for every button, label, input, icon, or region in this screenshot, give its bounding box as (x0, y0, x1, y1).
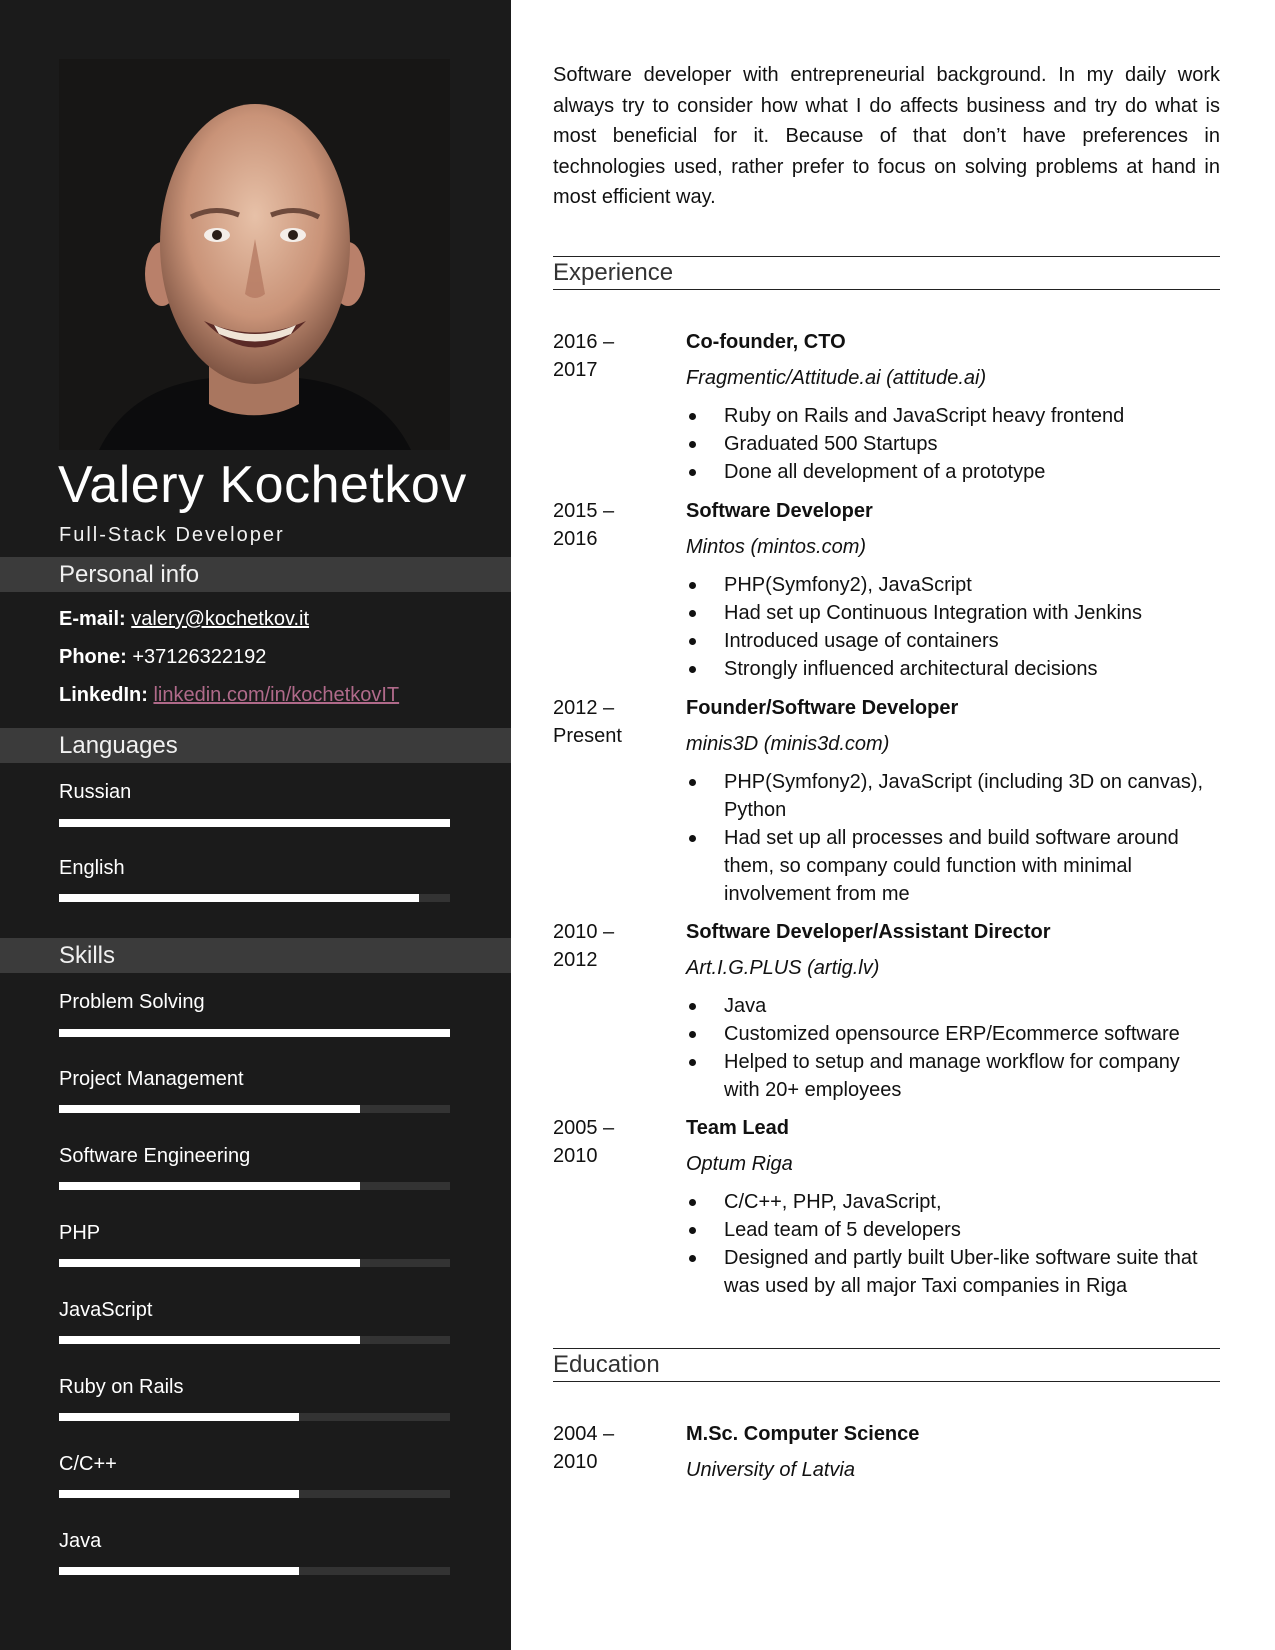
bullet-item: Graduated 500 Startups (686, 430, 1220, 458)
linkedin-line (59, 684, 399, 707)
experience-organization: Fragmentic/Attitude.ai (attitude.ai) (686, 367, 987, 389)
experience-organization: Art.I.G.PLUS (artig.lv) (686, 957, 880, 979)
skill-meter (59, 1029, 450, 1037)
experience-organization: Mintos (mintos.com) (686, 536, 867, 558)
skill-label: Java (59, 1530, 102, 1552)
education-degree: M.Sc. Computer Science (686, 1423, 920, 1445)
skill-meter-fill (59, 1567, 299, 1575)
experience-bullets (686, 992, 1220, 1104)
language-meter (59, 894, 450, 902)
skill-meter (59, 1336, 450, 1344)
bullet-item: Lead team of 5 developers (686, 1216, 1220, 1244)
bullet-item: Had set up Continuous Integration with Jenkins (686, 599, 1220, 627)
bullet-item: PHP(Symfony2), JavaScript (686, 571, 1220, 599)
phone-value: +37126322192 (132, 646, 267, 668)
skill-meter-fill (59, 1259, 360, 1267)
bullet-item: PHP(Symfony2), JavaScript (including 3D on canvas), Python (686, 768, 1220, 824)
bullet-item: Done all development of a prototype (686, 458, 1220, 486)
skill-label: Project Management (59, 1068, 244, 1090)
candidate-name: Valery Kochetkov (58, 456, 467, 514)
skill-meter (59, 1567, 450, 1575)
skills-heading: Skills (0, 938, 511, 973)
profile-summary: Software developer with entrepreneurial background. In my daily work always try to consider how what I do affects business and try do what is most beneficial for it. Because of that don’t have preferences in technologies used, rather prefer to focus on solving problems at hand in most efficient way. (553, 64, 1220, 208)
experience-role: Founder/Software Developer (686, 697, 959, 719)
experience-organization: Optum Riga (686, 1153, 793, 1175)
skill-meter-fill (59, 1105, 360, 1113)
skill-meter (59, 1413, 450, 1421)
bullet-item: Had set up all processes and build software around them, so company could function with minimal involvement from me (686, 824, 1220, 908)
languages-heading: Languages (0, 728, 511, 763)
language-label: English (59, 857, 125, 879)
experience-role: Software Developer/Assistant Director (686, 921, 1051, 943)
bullet-item: Helped to setup and manage workflow for company with 20+ employees (686, 1048, 1220, 1104)
bullet-item: Strongly influenced architectural decisions (686, 655, 1220, 683)
email-label: E-mail: (59, 608, 126, 630)
experience-bullets (686, 768, 1220, 908)
phone-line (59, 646, 266, 669)
sidebar (0, 0, 511, 1650)
skill-meter (59, 1259, 450, 1267)
skill-label: PHP (59, 1222, 101, 1244)
email-line (59, 608, 309, 631)
language-meter (59, 819, 450, 827)
personal-info-heading: Personal info (0, 557, 511, 592)
experience-bullets (686, 1188, 1220, 1300)
linkedin-link[interactable]: linkedin.com/in/kochetkovIT (153, 684, 400, 706)
experience-dates: 2012 – Present (553, 697, 622, 747)
education-school: University of Latvia (686, 1459, 855, 1481)
language-label: Russian (59, 781, 132, 803)
skill-meter (59, 1490, 450, 1498)
skill-meter-fill (59, 1336, 360, 1344)
education-dates: 2004 – 2010 (553, 1423, 615, 1473)
experience-role: Co-founder, CTO (686, 331, 846, 353)
skill-label: Ruby on Rails (59, 1376, 184, 1398)
education-heading: Education (553, 1348, 1220, 1382)
skill-label: Problem Solving (59, 991, 205, 1013)
experience-dates: 2005 – 2010 (553, 1117, 615, 1167)
skill-meter (59, 1182, 450, 1190)
skill-meter-fill (59, 1413, 299, 1421)
experience-role: Software Developer (686, 500, 873, 522)
email-link[interactable]: valery@kochetkov.it (131, 608, 310, 630)
skill-meter-fill (59, 1182, 360, 1190)
skill-label: C/C++ (59, 1453, 117, 1475)
skill-meter-fill (59, 1490, 299, 1498)
language-meter-fill (59, 819, 450, 827)
profile-photo (59, 59, 450, 450)
language-meter-fill (59, 894, 419, 902)
experience-organization: minis3D (minis3d.com) (686, 733, 890, 755)
experience-bullets (686, 571, 1220, 683)
phone-label: Phone: (59, 646, 127, 668)
skill-label: Software Engineering (59, 1145, 251, 1167)
bullet-item: Introduced usage of containers (686, 627, 1220, 655)
skill-meter (59, 1105, 450, 1113)
bullet-item: Ruby on Rails and JavaScript heavy frontend (686, 402, 1220, 430)
linkedin-label: LinkedIn: (59, 684, 148, 706)
experience-bullets (686, 402, 1220, 486)
skill-label: JavaScript (59, 1299, 153, 1321)
experience-dates: 2015 – 2016 (553, 500, 615, 550)
profile-photo-illustration (59, 59, 450, 450)
bullet-item: Designed and partly built Uber-like software suite that was used by all major Taxi companies in Riga (686, 1244, 1220, 1300)
skill-meter-fill (59, 1029, 450, 1037)
experience-role: Team Lead (686, 1117, 789, 1139)
bullet-item: Java (686, 992, 1220, 1020)
experience-heading: Experience (553, 256, 1220, 290)
experience-dates: 2016 – 2017 (553, 331, 615, 381)
bullet-item: C/C++, PHP, JavaScript, (686, 1188, 1220, 1216)
experience-dates: 2010 – 2012 (553, 921, 615, 971)
candidate-title: Full-Stack Developer (59, 524, 285, 546)
bullet-item: Customized opensource ERP/Ecommerce software (686, 1020, 1220, 1048)
